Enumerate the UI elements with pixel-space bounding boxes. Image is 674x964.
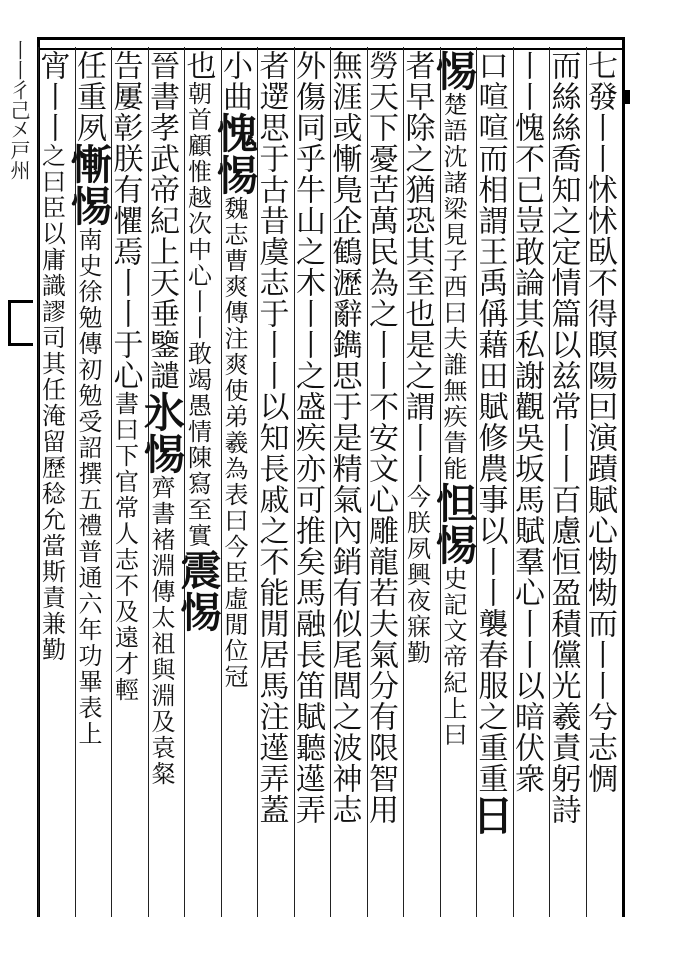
column-text: 也 <box>180 50 216 81</box>
column-text: 者早除之猶恐其至也是之謂丨丨 <box>399 50 435 484</box>
entry-heading: 氷惕 <box>137 391 185 475</box>
entry-heading: 日 <box>465 794 514 836</box>
column-text: 晉書孝武帝紀上天垂鑒譴 <box>144 50 179 391</box>
column-text: 之曰臣以庸識謬司其任淹留歷稔允當斯責兼勤 <box>37 143 66 663</box>
column-text: 任重夙 <box>71 50 106 143</box>
text-column <box>107 50 147 910</box>
column-text: 朝首顧惟越次中心丨丨敢竭愚情陳寫至實 <box>183 81 212 549</box>
column-text: 無涯或慚鳬企鶴瀝辭鐫思于是精氣內銷有似尾閭之波神志 <box>326 50 362 825</box>
column-text: 今朕夙興夜寐勤 <box>402 484 431 666</box>
text-column <box>399 50 439 910</box>
text-column <box>137 50 185 910</box>
text-column <box>363 50 403 910</box>
margin-annotation: 丨丨彳己㐅戸州 <box>7 40 31 180</box>
text-column <box>582 50 622 910</box>
column-text: 七發丨丨怵怵臥不得瞑陽囙演蹟賦心㤼㤼而丨丨兮志惆 <box>582 50 617 794</box>
entry-heading: 愧惕 <box>210 112 258 196</box>
entry-heading: 惕 <box>429 50 477 92</box>
column-text: 外傷同乎牛山之木丨丨之盛疾亦可推矣馬融長笛賦聽遳弄 <box>290 50 325 825</box>
column-text: 小曲 <box>217 50 252 112</box>
entry-heading: 怛惕 <box>429 482 477 566</box>
column-text: 丨丨愧不已豈敢論其私謝觀吳坂馬賦羣心丨丨以暗伏衆 <box>509 50 544 794</box>
text-column <box>253 50 293 910</box>
column-text: 楚語沈諸梁見子西曰夫誰無疾眚能 <box>439 92 467 482</box>
text-column <box>290 50 330 910</box>
text-column <box>173 50 222 910</box>
text-column <box>465 50 514 910</box>
column-text: 口喧喧而相謂王禹偁藉田賦修農事以丨丨襲春服之重重 <box>472 50 508 794</box>
text-column <box>64 50 112 910</box>
text-column <box>509 50 549 910</box>
column-text: 宵丨丨 <box>34 50 70 143</box>
text-column <box>326 50 366 910</box>
text-column <box>429 50 477 910</box>
column-text: 而絲絲喬知之定情篇以兹常丨丨百慮恒盈積儻光羲責躬詩 <box>545 50 581 825</box>
column-text: 史記文帝紀上曰 <box>439 566 467 748</box>
text-column <box>34 50 74 910</box>
entry-heading: 震惕 <box>173 549 222 633</box>
column-text: 書曰下官常人志不及遠才輕 <box>110 391 139 703</box>
column-text: 者遻思于古昔虞志于丨丨以知長戚之不能閒居馬注遳弄蓋 <box>253 50 289 825</box>
column-text: 告屢彰朕有懼焉丨丨于心 <box>107 50 143 391</box>
entry-heading: 慚惕 <box>64 143 112 227</box>
column-text: 魏志曹爽傳注爽使弟羲為表曰今臣虛閒位冠 <box>220 196 248 690</box>
column-text: 齊書褚淵傳太祖與淵及袁粲 <box>147 475 175 787</box>
text-column <box>545 50 585 910</box>
text-column <box>210 50 258 910</box>
column-text: 南史徐勉傳初勉受詔撰五禮普通六年功畢表上 <box>74 227 102 747</box>
edge-marker <box>624 90 630 104</box>
column-text: 勞天下憂苦萬民為之丨丨不安文心雕龍若夫氣分有限智用 <box>363 50 398 825</box>
